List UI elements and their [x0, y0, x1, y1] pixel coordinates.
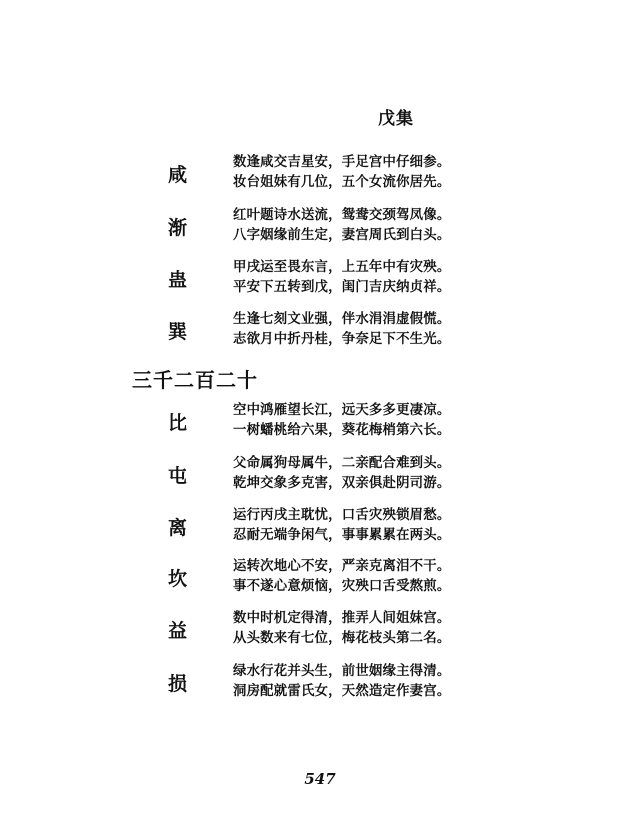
verse-line: 妆台姐妹有几位，五个女流你居先。 — [233, 174, 451, 190]
verse-line: 数中时机定得清，推弄人间姐妹宫。 — [233, 610, 451, 626]
hexagram-name: 益 — [168, 620, 188, 642]
hexagram-name: 咸 — [168, 164, 188, 186]
hexagram-name: 屯 — [168, 465, 188, 487]
verse — [233, 505, 450, 545]
verse-line: 数逢咸交吉星安，手足宫中仔细参。 — [233, 154, 451, 170]
verse-line: 运转次地心不安，严亲克离泪不干。 — [233, 558, 451, 574]
verse-line: 生逢七刻文业强，伴水涓涓虚假慌。 — [233, 311, 451, 327]
entry — [0, 661, 640, 705]
verse-line: 红叶题诗水送流，鸳鸯交颈驾凤像。 — [233, 207, 451, 223]
verse — [233, 152, 450, 192]
verse-line: 平安下五转到戊，闺门吉庆纳贞祥。 — [233, 279, 451, 295]
section-title: 三千二百二十 — [132, 368, 258, 392]
verse — [233, 608, 450, 648]
verse-line: 八字姻缘前生定，妻宫周氏到白头。 — [233, 227, 451, 243]
verse — [233, 309, 450, 349]
verse-line: 洞房配就雷氏女，天然造定作妻宫。 — [233, 683, 451, 699]
verse-line: 忍耐无端争闲气，事事累累在两头。 — [233, 527, 451, 543]
verse-line: 空中鸿雁望长江，远天多多更凄凉。 — [233, 402, 451, 418]
entry — [0, 453, 640, 497]
verse-line: 志欲月中折丹桂，争奈足下不生光。 — [233, 331, 451, 347]
entry — [0, 400, 640, 444]
verse-line: 从头数来有七位，梅花枝头第二名。 — [233, 630, 451, 646]
verse-line: 甲戌运至畏东言，上五年中有灾殃。 — [233, 259, 451, 275]
entry — [0, 505, 640, 549]
verse-line: 一树蟠桃给六果，葵花梅梢第六长。 — [233, 422, 451, 438]
hexagram-name: 离 — [168, 517, 188, 539]
verse — [233, 661, 450, 701]
hexagram-name: 蛊 — [168, 269, 188, 291]
running-header: 戊集 — [378, 109, 414, 129]
entry — [0, 205, 640, 249]
verse-line: 父命属狗母属牛，二亲配合难到头。 — [233, 455, 451, 471]
hexagram-name: 损 — [168, 673, 188, 695]
entry — [0, 152, 640, 196]
entry — [0, 608, 640, 652]
verse — [233, 400, 450, 440]
verse — [233, 556, 450, 596]
entry — [0, 556, 640, 600]
verse — [233, 453, 450, 493]
hexagram-name: 渐 — [168, 217, 188, 239]
verse-line: 乾坤交象多克害，双亲俱赴阴司游。 — [233, 475, 451, 491]
verse — [233, 205, 450, 245]
verse-line: 事不遂心意烦恼，灾殃口舌受熬煎。 — [233, 578, 451, 594]
verse-line: 绿水行花并头生，前世姻缘主得清。 — [233, 663, 451, 679]
entry — [0, 309, 640, 353]
hexagram-name: 比 — [168, 412, 188, 434]
hexagram-name: 巽 — [168, 321, 188, 343]
page-number: 547 — [304, 770, 336, 788]
hexagram-name: 坎 — [168, 568, 188, 590]
verse-line: 运行丙戌主耽忧，口舌灾殃锁眉愁。 — [233, 507, 451, 523]
verse — [233, 257, 450, 297]
entry — [0, 257, 640, 301]
